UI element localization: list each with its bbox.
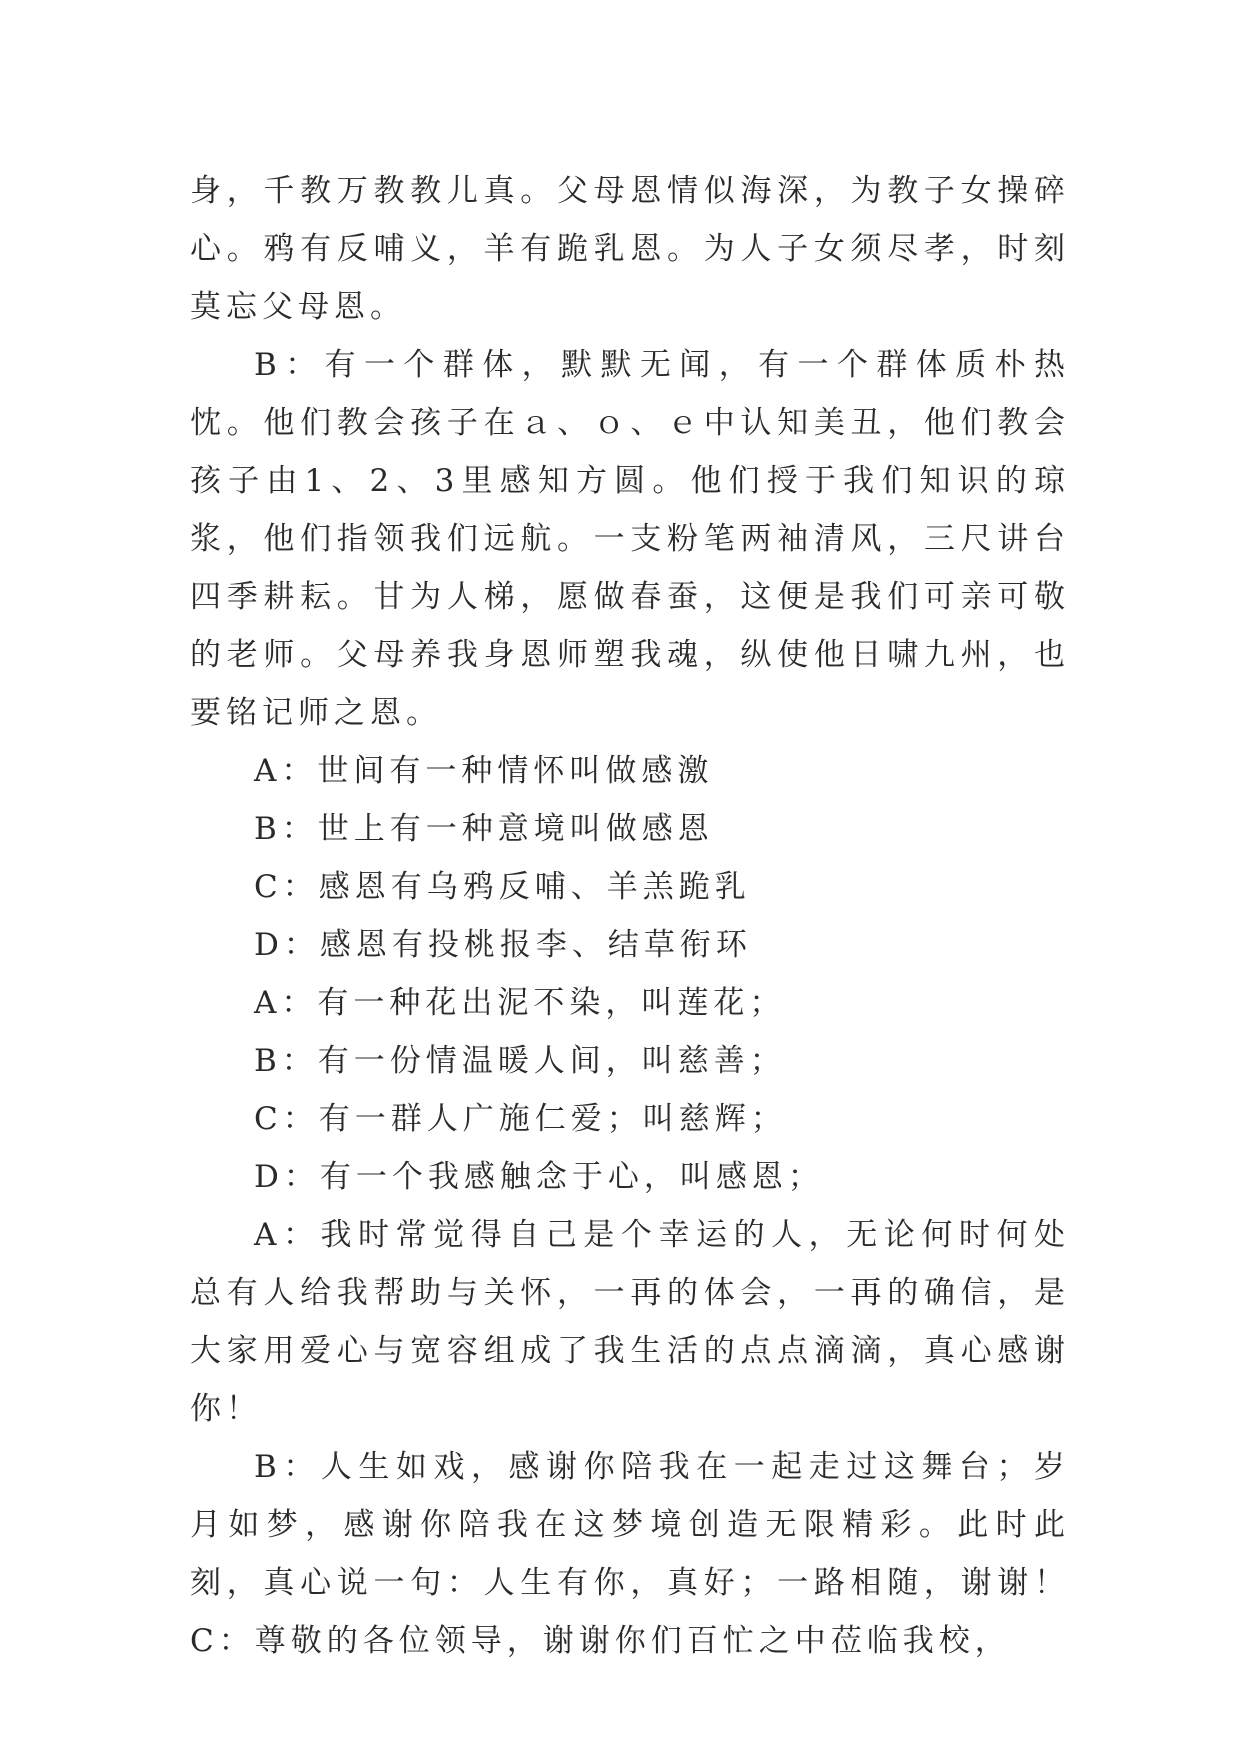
paragraph-6: D：感恩有投桃报李、结草衔环 [254, 927, 752, 963]
paragraph-10: D：有一个我感触念于心，叫感恩； [254, 1159, 824, 1195]
paragraph-3: A：世间有一种情怀叫做感激 [254, 753, 714, 789]
paragraph-11: A：我时常觉得自己是个幸运的人，无论何时何处总有人给我帮助与关怀，一再的体会，一再的确信，是大家用爱心与宽容组成了我生活的点点滴滴，真心感谢你！ [190, 1217, 1070, 1427]
paragraph-8: B：有一份情温暖人间，叫慈善； [254, 1043, 786, 1079]
paragraph-2: B：有一个群体，默默无闻，有一个群体质朴热忱。他们教会孩子在ａ、ｏ、ｅ中认知美丑，他们教会孩子由1、2、3里感知方圆。他们授于我们知识的琼浆，他们指领我们远航。一支粉笔两袖清风，三尺讲台四季耕耘。甘为人梯，愿做春蚕，这便是我们可亲可敬的老师。父母养我身恩师塑我魂，纵使他日啸九州，也要铭记师之恩。 [190, 347, 1070, 731]
paragraph-7: A：有一种花出泥不染，叫莲花； [254, 985, 786, 1021]
paragraph-5: C：感恩有乌鸦反哺、羊羔跪乳 [254, 869, 751, 905]
paragraph-4: B：世上有一种意境叫做感恩 [254, 811, 714, 847]
paragraph-12: B：人生如戏，感谢你陪我在一起走过这舞台；岁月如梦，感谢你陪我在这梦境创造无限精彩。此时此刻，真心说一句：人生有你，真好；一路相随，谢谢！ C：尊敬的各位领导，谢谢你们百忙之中莅临我校， [190, 1449, 1070, 1659]
document-body [190, 162, 1070, 1670]
paragraph-1: 身，千教万教教儿真。父母恩情似海深，为教子女操碎心。鸦有反哺义，羊有跪乳恩。为人子女须尽孝，时刻莫忘父母恩。 [190, 173, 1070, 325]
paragraph-9: C：有一群人广施仁爱；叫慈辉； [254, 1101, 787, 1137]
